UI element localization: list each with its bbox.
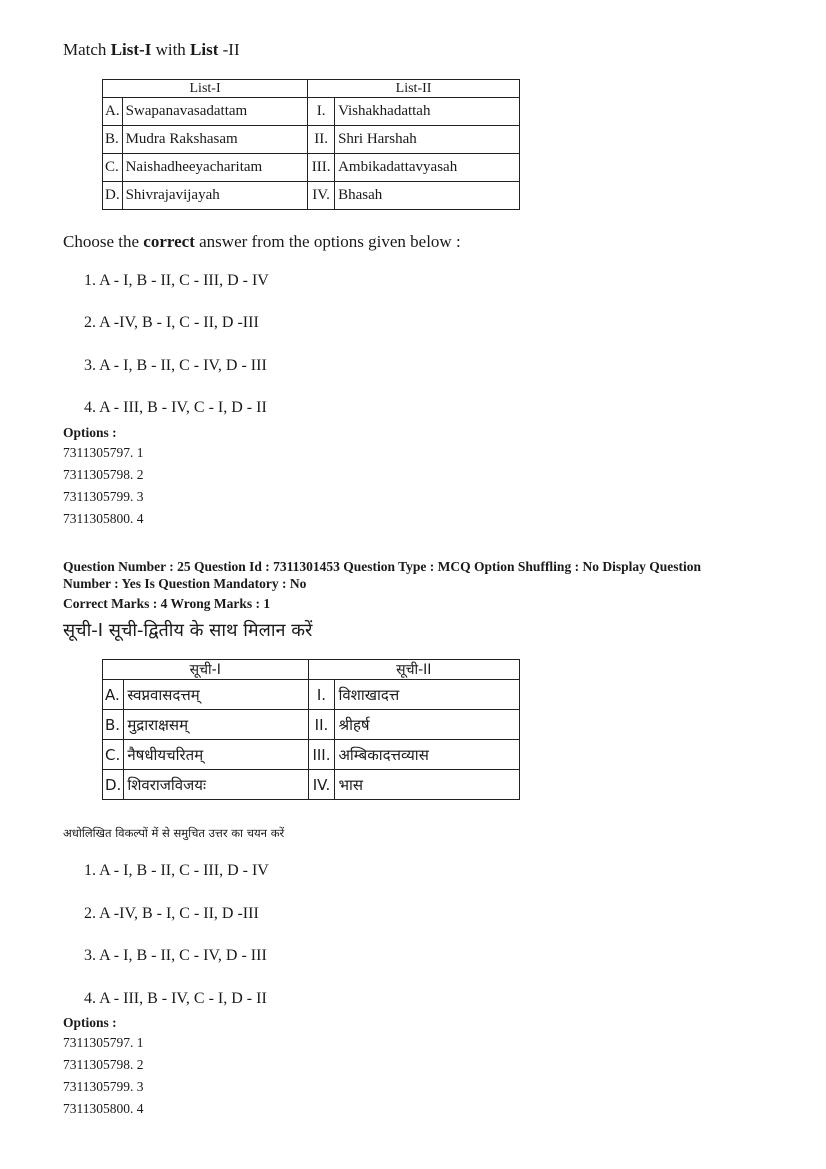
question-meta-line1: Question Number : 25 Question Id : 7311301453 Question Type : MCQ Option Shuffling : No Display Question xyxy=(63,559,701,574)
q2-choice-1: 1. A - I, B - II, C - III, D - IV xyxy=(84,862,269,879)
row-key: D. xyxy=(103,770,124,800)
row-numeral: III. xyxy=(308,154,335,182)
list-ii-item: अम्बिकादत्तव्यास xyxy=(335,740,520,770)
list-i-header: सूची-I xyxy=(103,660,309,680)
q2-choose-text: अधोलिखित विकल्पों में से समुचित उत्तर का चयन करें xyxy=(63,826,285,840)
list-ii-item: Bhasah xyxy=(335,182,520,210)
table-header-row xyxy=(103,80,520,98)
row-key: C. xyxy=(103,154,123,182)
q2-choice-3: 3. A - I, B - II, C - IV, D - III xyxy=(84,947,267,964)
q2-option-id-4: 7311305800. 4 xyxy=(63,1101,144,1116)
list-ii-header: सूची-II xyxy=(308,660,519,680)
row-numeral: III. xyxy=(308,740,335,770)
list-i-header: List-I xyxy=(103,80,308,98)
row-numeral: I. xyxy=(308,98,335,126)
question-marks: Correct Marks : 4 Wrong Marks : 1 xyxy=(63,596,271,611)
q1-choice-3: 3. A - I, B - II, C - IV, D - III xyxy=(84,357,267,374)
q1-option-id-3: 7311305799. 3 xyxy=(63,489,144,504)
table-header-row xyxy=(103,660,520,680)
q2-match-table xyxy=(102,659,520,800)
q1-choose-text: Choose the correct answer from the options given below : xyxy=(63,232,461,251)
list-ii-item: विशाखादत्त xyxy=(335,680,520,710)
q1-option-id-1: 7311305797. 1 xyxy=(63,445,144,460)
question-meta-line2: Number : Yes Is Question Mandatory : No xyxy=(63,576,307,591)
q1-match-table xyxy=(102,79,520,210)
q1-choice-2: 2. A -IV, B - I, C - II, D -III xyxy=(84,314,259,331)
row-numeral: I. xyxy=(308,680,335,710)
row-key: A. xyxy=(103,98,123,126)
row-numeral: IV. xyxy=(308,770,335,800)
list-ii-header: List-II xyxy=(308,80,520,98)
q2-choice-2: 2. A -IV, B - I, C - II, D -III xyxy=(84,905,259,922)
list-ii-item: Shri Harshah xyxy=(335,126,520,154)
table-row xyxy=(103,154,520,182)
row-key: A. xyxy=(103,680,124,710)
list-ii-item: Ambikadattavyasah xyxy=(335,154,520,182)
row-key: B. xyxy=(103,126,123,154)
q2-choice-4: 4. A - III, B - IV, C - I, D - II xyxy=(84,990,267,1007)
list-i-item: नैषधीयचरितम् xyxy=(124,740,308,770)
list-i-item: शिवराजविजयः xyxy=(124,770,308,800)
row-key: D. xyxy=(103,182,123,210)
q2-option-id-2: 7311305798. 2 xyxy=(63,1057,144,1072)
table-row xyxy=(103,126,520,154)
q1-instruction: Match List-I with List -II xyxy=(63,40,240,59)
row-key: B. xyxy=(103,710,124,740)
q2-option-id-3: 7311305799. 3 xyxy=(63,1079,144,1094)
table-row xyxy=(103,740,520,770)
list-ii-item: Vishakhadattah xyxy=(335,98,520,126)
q1-options-label: Options : xyxy=(63,425,117,440)
list-i-item: मुद्राराक्षसम् xyxy=(124,710,308,740)
table-row xyxy=(103,710,520,740)
table-row xyxy=(103,182,520,210)
list-ii-item: भास xyxy=(335,770,520,800)
q1-choice-4: 4. A - III, B - IV, C - I, D - II xyxy=(84,399,267,416)
q1-option-id-4: 7311305800. 4 xyxy=(63,511,144,526)
q1-option-id-2: 7311305798. 2 xyxy=(63,467,144,482)
q2-options-label: Options : xyxy=(63,1015,117,1030)
list-i-item: स्वप्नवासदत्तम् xyxy=(124,680,308,710)
table-row xyxy=(103,680,520,710)
list-i-item: Swapanavasadattam xyxy=(122,98,308,126)
q2-instruction: सूची-I सूची-द्वितीय के साथ मिलान करें xyxy=(63,620,313,641)
row-numeral: IV. xyxy=(308,182,335,210)
row-numeral: II. xyxy=(308,126,335,154)
list-i-item: Shivrajavijayah xyxy=(122,182,308,210)
list-i-item: Naishadheeyacharitam xyxy=(122,154,308,182)
table-row xyxy=(103,770,520,800)
list-ii-item: श्रीहर्ष xyxy=(335,710,520,740)
q1-choice-1: 1. A - I, B - II, C - III, D - IV xyxy=(84,272,269,289)
row-numeral: II. xyxy=(308,710,335,740)
row-key: C. xyxy=(103,740,124,770)
q2-option-id-1: 7311305797. 1 xyxy=(63,1035,144,1050)
list-i-item: Mudra Rakshasam xyxy=(122,126,308,154)
table-row xyxy=(103,98,520,126)
